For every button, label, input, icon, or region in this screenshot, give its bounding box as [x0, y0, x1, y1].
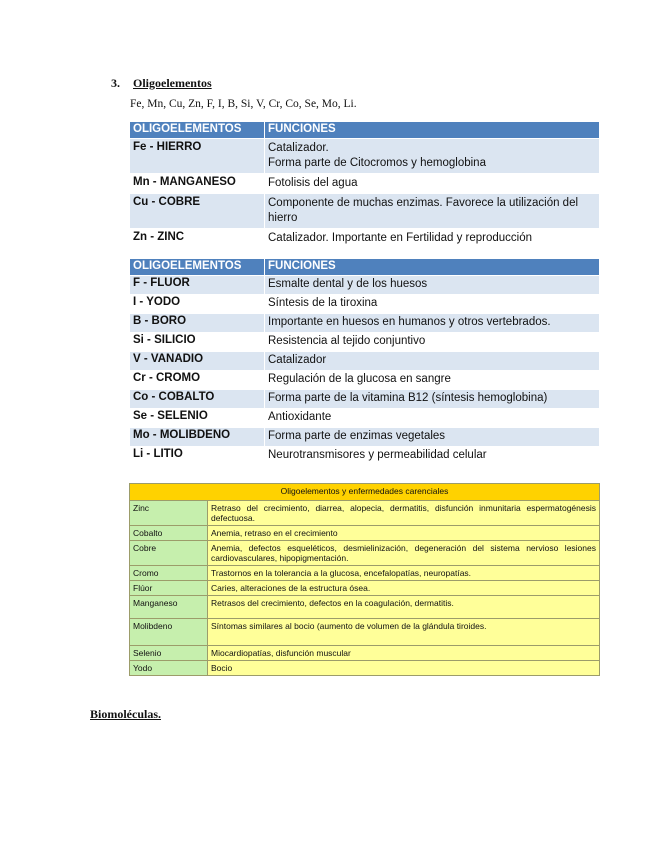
column-header-elements: OLIGOELEMENTOS — [130, 122, 265, 139]
function-cell: Catalizador — [265, 352, 600, 371]
function-cell: Resistencia al tejido conjuntivo — [265, 333, 600, 352]
element-cell: Cobre — [130, 541, 208, 566]
element-cell: Co - COBALTO — [130, 390, 265, 409]
element-cell: Cobalto — [130, 526, 208, 541]
element-cell: V - VANADIO — [130, 352, 265, 371]
function-line: Catalizador. — [268, 142, 329, 154]
element-cell: Si - SILICIO — [130, 333, 265, 352]
disease-cell: Bocio — [208, 661, 600, 676]
element-cell: B - BORO — [130, 314, 265, 333]
table-header-row — [130, 259, 600, 276]
function-cell: Antioxidante — [265, 409, 600, 428]
disease-cell: Anemia, defectos esqueléticos, desmielinización, degeneración del sistema nervioso lesiones cardiovasculares, hipopigmentación. — [208, 541, 600, 566]
table-row — [130, 229, 600, 249]
disease-cell: Anemia, retraso en el crecimiento — [208, 526, 600, 541]
element-cell: Mo - MOLIBDENO — [130, 428, 265, 447]
table-row — [130, 390, 600, 409]
disease-cell: Retrasos del crecimiento, defectos en la coagulación, dermatitis. — [208, 596, 600, 619]
function-cell: Importante en huesos en humanos y otros vertebrados. — [265, 314, 600, 333]
function-cell: Regulación de la glucosa en sangre — [265, 371, 600, 390]
element-cell: Molibdeno — [130, 619, 208, 646]
function-line: Catalizador. Importante en Fertilidad y reproducción — [268, 232, 533, 244]
function-line: Fotolisis del agua — [268, 177, 358, 189]
deficiency-diseases-table — [129, 483, 600, 676]
disease-cell: Miocardiopatías, disfunción muscular — [208, 646, 600, 661]
table-row — [130, 661, 600, 676]
functions-table-2 — [129, 258, 600, 466]
function-cell — [265, 194, 600, 229]
section-title: Oligoelementos — [133, 76, 212, 90]
element-cell: Flúor — [130, 581, 208, 596]
table-caption: Oligoelementos y enfermedades carenciales — [130, 484, 600, 501]
element-cell: I - YODO — [130, 295, 265, 314]
section-heading — [111, 76, 212, 91]
disease-cell: Síntomas similares al bocio (aumento de volumen de la glándula tiroides. — [208, 619, 600, 646]
element-cell: Zn - ZINC — [130, 229, 265, 249]
table-row — [130, 566, 600, 581]
column-header-functions: FUNCIONES — [265, 259, 600, 276]
function-cell: Forma parte de la vitamina B12 (síntesis hemoglobina) — [265, 390, 600, 409]
table-row — [130, 447, 600, 466]
table-row — [130, 352, 600, 371]
table-row — [130, 646, 600, 661]
table-row — [130, 596, 600, 619]
section-number: 3. — [111, 76, 120, 90]
functions-table-1 — [129, 121, 600, 249]
next-section-title: Biomoléculas. — [90, 707, 161, 721]
function-cell: Neurotransmisores y permeabilidad celular — [265, 447, 600, 466]
elements-list: Fe, Mn, Cu, Zn, F, I, B, Si, V, Cr, Co, Se, Mo, Li. — [130, 98, 357, 110]
element-cell: Zinc — [130, 501, 208, 526]
table-row — [130, 428, 600, 447]
disease-cell: Retraso del crecimiento, diarrea, alopecia, dermatitis, disfunción inmunitaria espermatogénesis defectuosa. — [208, 501, 600, 526]
element-cell: Cr - CROMO — [130, 371, 265, 390]
function-cell: Esmalte dental y de los huesos — [265, 276, 600, 295]
table-header-row — [130, 484, 600, 501]
table-row — [130, 619, 600, 646]
element-cell: Manganeso — [130, 596, 208, 619]
function-cell: Forma parte de enzimas vegetales — [265, 428, 600, 447]
table-row — [130, 139, 600, 174]
table-header-row — [130, 122, 600, 139]
element-cell: Selenio — [130, 646, 208, 661]
table-row — [130, 194, 600, 229]
element-cell: Mn - MANGANESO — [130, 174, 265, 194]
function-line: Componente de muchas enzimas. Favorece la utilización del hierro — [268, 197, 579, 224]
table-row — [130, 314, 600, 333]
table-row — [130, 276, 600, 295]
table-row — [130, 295, 600, 314]
function-cell — [265, 174, 600, 194]
element-cell: F - FLUOR — [130, 276, 265, 295]
table-row — [130, 371, 600, 390]
function-cell — [265, 229, 600, 249]
disease-cell: Caries, alteraciones de la estructura ósea. — [208, 581, 600, 596]
element-cell: Se - SELENIO — [130, 409, 265, 428]
table-row — [130, 333, 600, 352]
element-cell: Cu - COBRE — [130, 194, 265, 229]
table-row — [130, 541, 600, 566]
function-cell — [265, 139, 600, 174]
column-header-elements: OLIGOELEMENTOS — [130, 259, 265, 276]
table-row — [130, 526, 600, 541]
function-line: Forma parte de Citocromos y hemoglobina — [268, 157, 486, 169]
element-cell: Li - LITIO — [130, 447, 265, 466]
column-header-functions: FUNCIONES — [265, 122, 600, 139]
table-row — [130, 409, 600, 428]
function-cell: Síntesis de la tiroxina — [265, 295, 600, 314]
table-row — [130, 581, 600, 596]
disease-cell: Trastornos en la tolerancia a la glucosa, encefalopatías, neuropatías. — [208, 566, 600, 581]
element-cell: Yodo — [130, 661, 208, 676]
table-row — [130, 501, 600, 526]
element-cell: Cromo — [130, 566, 208, 581]
table-row — [130, 174, 600, 194]
element-cell: Fe - HIERRO — [130, 139, 265, 174]
